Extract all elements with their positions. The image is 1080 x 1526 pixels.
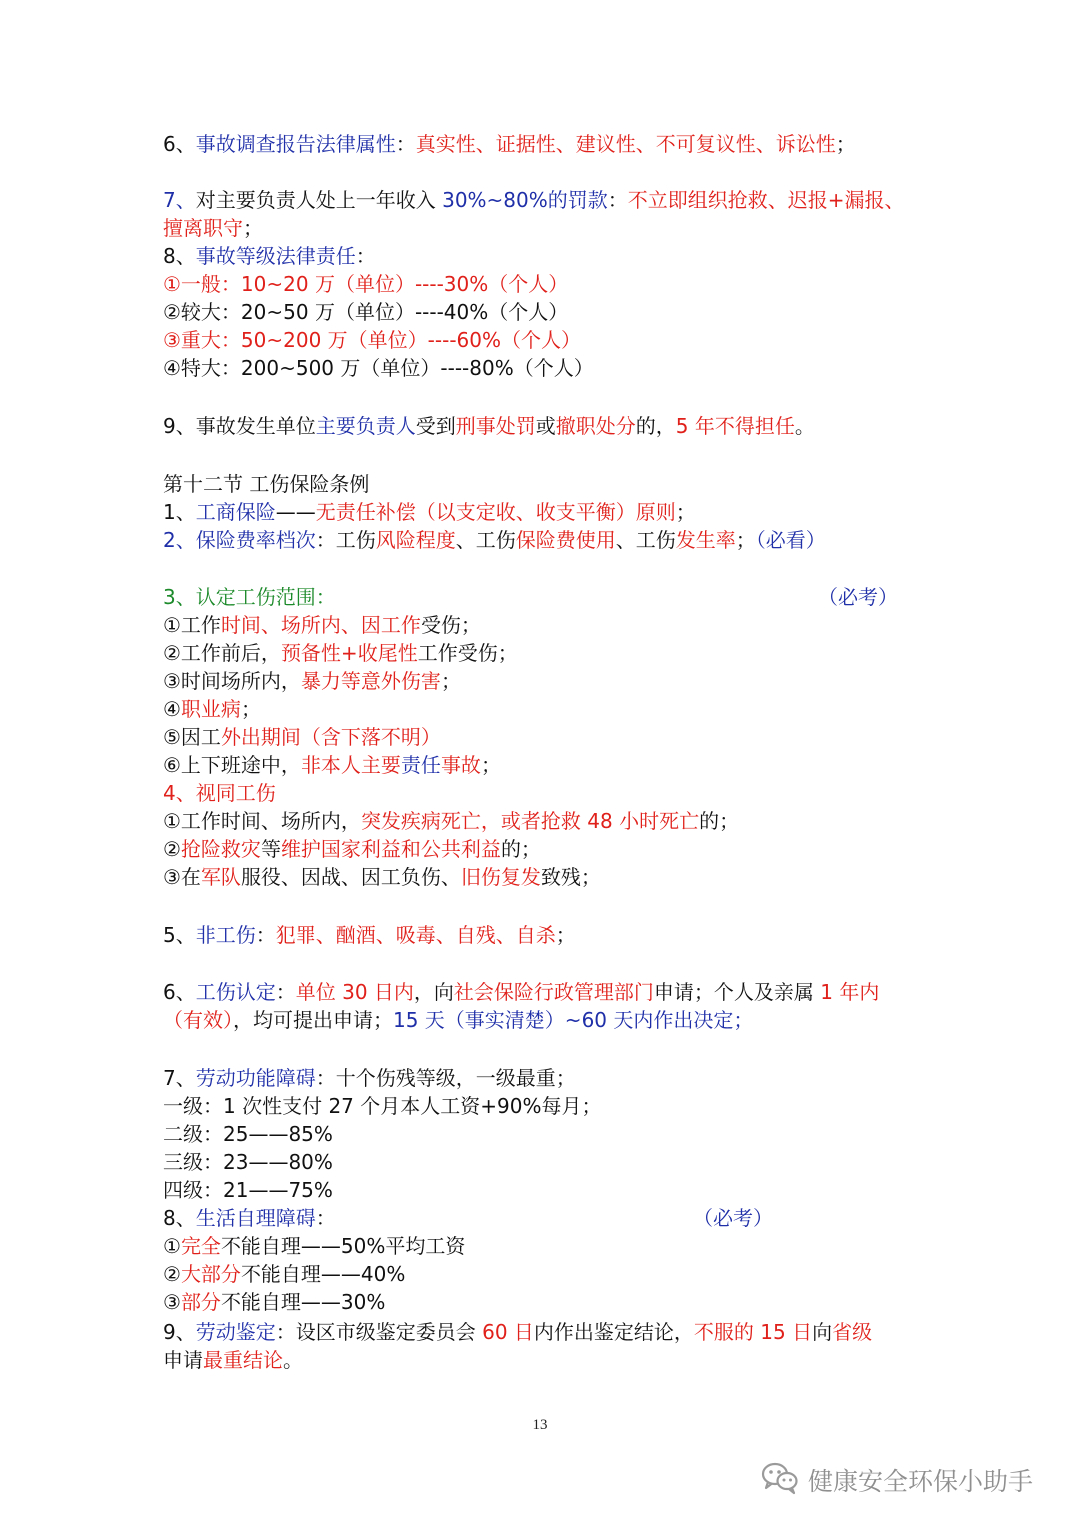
text-segment: 刑事处罚	[455, 414, 536, 438]
text-segment: 8、	[163, 1206, 196, 1230]
text-segment: 不立即组织抢救、迟报+漏报、	[627, 188, 905, 212]
wechat-icon	[760, 1461, 800, 1499]
text-line	[163, 863, 601, 891]
text-line	[163, 695, 261, 723]
text-segment: ：	[607, 188, 628, 212]
text-segment: 责任	[400, 753, 441, 777]
text-segment: 社会保险行政管理部门	[453, 980, 654, 1004]
text-segment: 致残；	[540, 865, 601, 889]
exam-note: （必考）	[693, 1206, 773, 1230]
text-segment: 省级	[832, 1320, 873, 1344]
text-line	[163, 978, 879, 1006]
text-segment: 2、保险费率档次	[163, 528, 316, 552]
text-segment: 5 年不得担任	[675, 414, 795, 438]
text-line	[163, 298, 568, 326]
text-segment: 完全	[180, 1234, 221, 1258]
text-line	[163, 1346, 303, 1374]
text-line	[163, 807, 739, 835]
text-line	[163, 723, 441, 751]
text-segment: 旧伤复发	[460, 865, 541, 889]
text-line	[163, 470, 369, 498]
text-line	[163, 270, 568, 298]
text-segment: 劳动功能障碍	[195, 1066, 316, 1090]
text-segment: 申请	[163, 1348, 203, 1372]
text-segment: 抢险救灾	[180, 837, 261, 861]
text-segment: 擅离职守	[163, 216, 243, 240]
exam-note: （必考）	[818, 585, 898, 609]
text-segment: ，均可提出申请；	[233, 1008, 393, 1032]
text-segment: 第十二节 工伤保险条例	[163, 472, 370, 496]
text-segment: 不能自理——50%平均工资	[220, 1234, 466, 1258]
text-segment: 事故调查报告法律属性	[195, 132, 396, 156]
text-segment: （必看）	[755, 528, 826, 552]
text-segment: ；	[240, 697, 261, 721]
text-segment: ；	[555, 923, 576, 947]
text-line	[163, 835, 541, 863]
text-segment: 军队	[200, 865, 241, 889]
text-segment: 单位 30 日内	[295, 980, 414, 1004]
text-segment: 时间、场所内、因工作	[220, 613, 421, 637]
text-line	[163, 498, 696, 526]
text-line	[163, 779, 276, 807]
text-segment: 等	[260, 837, 281, 861]
text-segment: 事故等级法律责任	[195, 244, 356, 268]
text-segment: 6、	[163, 132, 196, 156]
text-line	[163, 1176, 333, 1204]
text-segment: 服役、因战、因工负伤、	[240, 865, 461, 889]
text-segment: 预备性+收尾性	[280, 641, 418, 665]
text-segment: ③	[163, 1290, 181, 1314]
text-segment: 9、事故发生单位	[163, 414, 316, 438]
text-segment: 。	[794, 414, 815, 438]
text-segment: ：	[255, 923, 276, 947]
text-segment: ③重大：50~200 万（单位）----60%（个人）	[163, 328, 581, 352]
text-segment: ：设区市级鉴定委员会	[275, 1320, 483, 1344]
text-segment: ：	[395, 132, 416, 156]
text-line	[163, 1148, 333, 1176]
text-segment: 不能自理——30%	[220, 1290, 386, 1314]
text-segment: 大部分	[180, 1262, 241, 1286]
text-line	[163, 412, 815, 440]
text-segment: ——	[275, 500, 316, 524]
text-segment: 8、	[163, 244, 196, 268]
text-line	[163, 921, 576, 949]
text-segment: 内作出鉴定结论，	[533, 1320, 694, 1344]
text-segment: 向	[812, 1320, 833, 1344]
text-segment: 事故	[440, 753, 481, 777]
text-segment: 60 日	[482, 1320, 534, 1344]
text-line	[163, 667, 461, 695]
text-line	[163, 242, 376, 270]
text-segment: 二级：25——85%	[163, 1122, 333, 1146]
text-segment: 无责任补偿（以支定收、收支平衡）原则	[315, 500, 676, 524]
text-line	[163, 130, 856, 158]
text-line	[163, 1006, 753, 1034]
text-line	[163, 1232, 465, 1260]
text-segment: ①工作	[163, 613, 221, 637]
text-segment: ；	[440, 669, 461, 693]
text-segment: 一级：1 次性支付 27 个月本人工资+90%每月；	[163, 1094, 602, 1118]
text-segment: 工作受伤；	[417, 641, 518, 665]
text-segment: 突发疾病死亡，或者抢救 48 小时死亡	[360, 809, 700, 833]
text-segment: ：	[275, 980, 296, 1004]
text-segment: 暴力等意外伤害	[300, 669, 441, 693]
text-segment: 不服的 15 日	[693, 1320, 813, 1344]
text-segment: 维护国家利益和公共利益	[280, 837, 501, 861]
text-segment: ：十个伤残等级，一级最重；	[315, 1066, 576, 1090]
text-segment: ①	[163, 1234, 181, 1258]
text-segment: 撤职处分	[555, 414, 636, 438]
text-line	[163, 1318, 872, 1346]
text-line	[163, 214, 263, 242]
text-segment: ；	[480, 753, 501, 777]
text-segment: ，向	[413, 980, 454, 1004]
text-segment: 申请；个人及亲属	[653, 980, 821, 1004]
text-segment: ①工作时间、场所内，	[163, 809, 361, 833]
text-segment: 对主要负责人处上一年收入	[195, 188, 443, 212]
text-segment: 1 年内	[820, 980, 880, 1004]
text-segment: 真实性、证据性、建议性、不可复议性、诉讼性	[415, 132, 836, 156]
text-line	[163, 1260, 405, 1288]
text-segment: 的；	[500, 837, 541, 861]
text-segment: ；	[243, 216, 263, 240]
text-segment: 。	[283, 1348, 303, 1372]
text-segment: ④特大：200~500 万（单位）----80%（个人）	[163, 356, 594, 380]
text-segment: 主要负责人	[315, 414, 416, 438]
text-segment: 1、	[163, 500, 196, 524]
text-segment: 受伤；	[420, 613, 481, 637]
text-segment: （有效）	[163, 1008, 233, 1032]
text-segment: 犯罪、酗酒、吸毒、自残、自杀	[275, 923, 556, 947]
text-segment: 或	[535, 414, 556, 438]
text-line	[163, 1288, 385, 1316]
text-segment: 非本人主要	[300, 753, 401, 777]
text-segment: ⑤因工	[163, 725, 221, 749]
text-segment: 非工伤	[195, 923, 256, 947]
text-segment: 生活自理障碍	[195, 1206, 316, 1230]
text-line	[163, 639, 518, 667]
text-segment: 不能自理——40%	[240, 1262, 406, 1286]
text-segment: 三级：23——80%	[163, 1150, 333, 1174]
text-line	[163, 583, 898, 611]
text-segment: 、工伤	[615, 528, 676, 552]
text-segment: ：工伤	[315, 528, 376, 552]
text-segment: ②	[163, 1262, 181, 1286]
text-segment: ：	[315, 1206, 336, 1230]
text-segment: 职业病	[180, 697, 241, 721]
text-segment: 工商保险	[195, 500, 276, 524]
text-segment: 、工伤	[455, 528, 516, 552]
text-segment: 9、	[163, 1320, 196, 1344]
text-segment: 7、	[163, 188, 196, 212]
text-line	[163, 611, 481, 639]
text-segment: ④	[163, 697, 181, 721]
text-segment: 受到	[415, 414, 456, 438]
text-line	[163, 526, 826, 554]
text-segment: 部分	[180, 1290, 221, 1314]
text-segment: 5、	[163, 923, 196, 947]
text-segment: ；	[675, 500, 696, 524]
text-line	[163, 1064, 576, 1092]
watermark-text: 健康安全环保小助手	[808, 1467, 1034, 1496]
text-segment: ②较大：20~50 万（单位）----40%（个人）	[163, 300, 569, 324]
text-segment: 30%~80%的罚款	[442, 188, 608, 212]
text-segment: ；	[735, 528, 756, 552]
text-line	[163, 1092, 601, 1120]
text-segment: 15 天（事实清楚）~60 天内作出决定；	[393, 1008, 754, 1032]
watermark	[760, 1460, 1033, 1500]
text-line	[163, 186, 905, 214]
text-segment: 风险程度	[375, 528, 456, 552]
text-segment: ③在	[163, 865, 201, 889]
text-line	[163, 1204, 773, 1232]
text-segment: 7、	[163, 1066, 196, 1090]
text-segment: ：	[315, 585, 336, 609]
page-number: 13	[532, 1417, 548, 1433]
text-segment: 6、	[163, 980, 196, 1004]
text-segment: ②工作前后，	[163, 641, 281, 665]
text-line	[163, 354, 594, 382]
text-segment: 外出期间（含下落不明）	[220, 725, 441, 749]
text-segment: ：	[355, 244, 376, 268]
text-segment: 发生率	[675, 528, 736, 552]
text-segment: 4、视同工伤	[163, 781, 276, 805]
text-segment: 保险费使用	[515, 528, 616, 552]
text-segment: 工伤认定	[195, 980, 276, 1004]
text-segment: ；	[835, 132, 856, 156]
text-line	[163, 1120, 333, 1148]
text-line	[163, 751, 501, 779]
text-segment: ⑥上下班途中，	[163, 753, 301, 777]
text-segment: 3、认定工伤范围	[163, 585, 316, 609]
text-segment: ①一般：10~20 万（单位）----30%（个人）	[163, 272, 569, 296]
text-segment: 的，	[635, 414, 676, 438]
text-segment: ②	[163, 837, 181, 861]
text-line	[163, 326, 581, 354]
text-segment: 最重结论	[203, 1348, 283, 1372]
text-segment: 的；	[699, 809, 740, 833]
text-segment: 四级：21——75%	[163, 1178, 333, 1202]
text-segment: ③时间场所内，	[163, 669, 301, 693]
text-segment: 劳动鉴定	[195, 1320, 276, 1344]
